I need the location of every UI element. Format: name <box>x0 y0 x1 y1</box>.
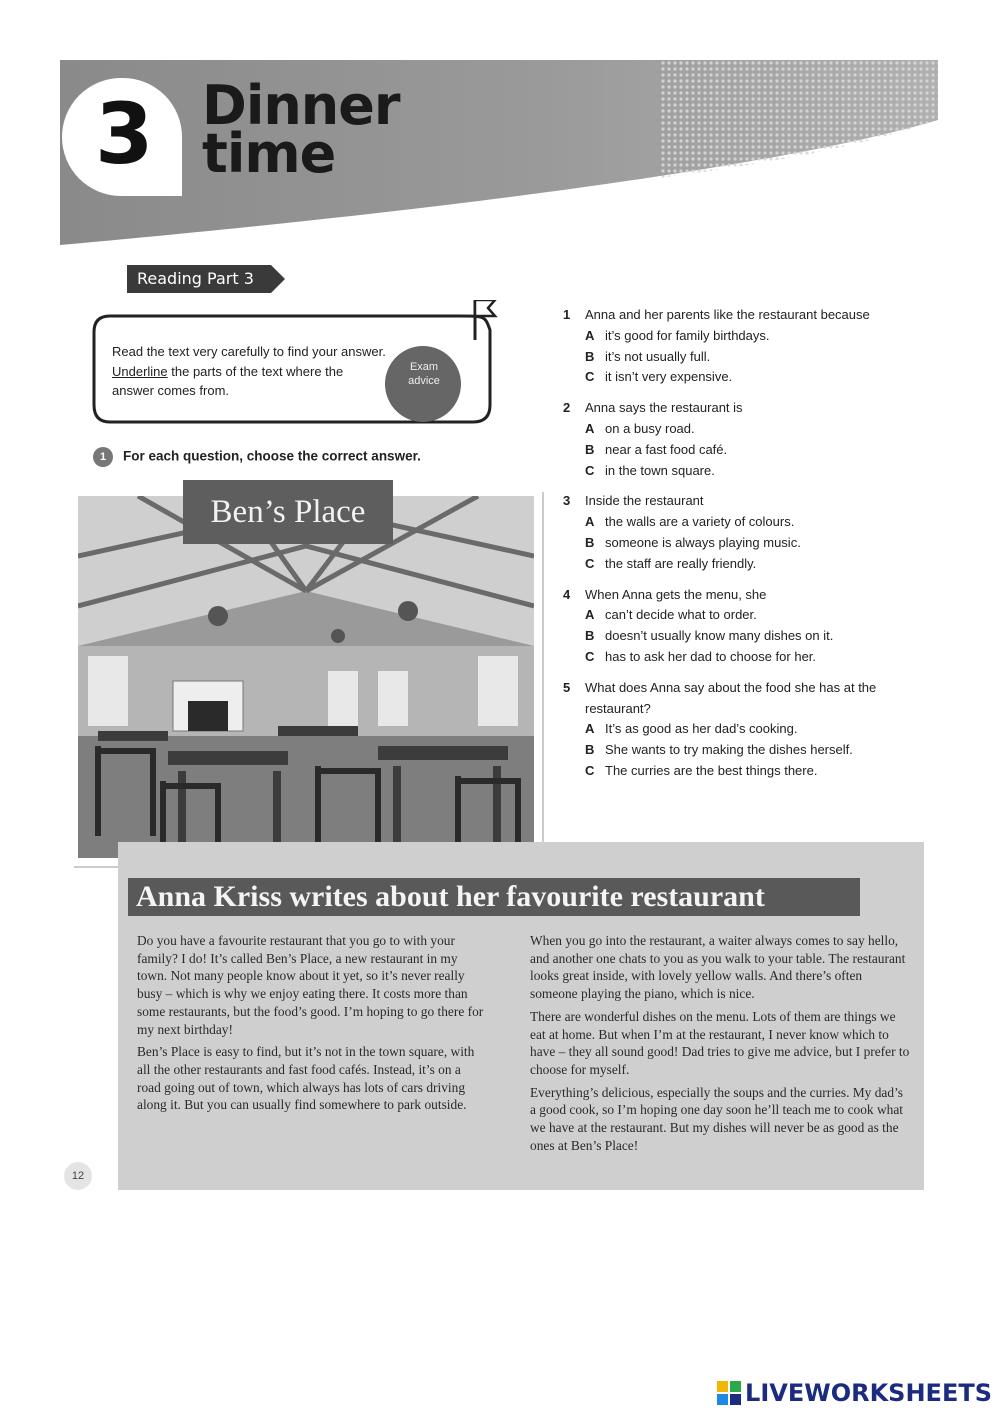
question-stem: What does Anna say about the food she has at the restaurant? <box>585 679 877 716</box>
answer-option[interactable]: A on a busy road. <box>585 420 695 436</box>
unit-title <box>202 74 400 185</box>
article-paragraph: When you go into the restaurant, a waiter always comes to say hello, and another one chats to you as you walk to your table. The restaurant looks great inside, with lovely yellow walls. And there’s often someone playing the piano, which is nice. <box>530 933 906 1002</box>
question-number: 1 <box>563 307 571 322</box>
answer-option[interactable]: C has to ask her dad to choose for her. <box>585 648 817 664</box>
answer-option[interactable]: B someone is always playing music. <box>585 534 801 550</box>
logo-mark-icon <box>717 1381 741 1405</box>
unit-number: 3 <box>95 85 154 183</box>
question <box>563 678 923 782</box>
logo-text: LIVEWORKSHEETS <box>745 1379 992 1407</box>
section-tag <box>127 265 285 293</box>
question <box>563 491 923 574</box>
article-paragraph: There are wonderful dishes on the menu. Lots of them are things we eat at home. But when I’m at the restaurant, I never know which to have – they all sound good! Dad tries to give me advice, but I prefer to choose for myself. <box>530 1008 910 1077</box>
exam-advice-badge: Exam advice <box>408 361 440 387</box>
question-stem: When Anna gets the menu, she <box>585 586 767 602</box>
answer-option[interactable]: C it isn’t very expensive. <box>585 369 733 385</box>
answer-option[interactable]: A can’t decide what to order. <box>585 607 757 623</box>
answer-option[interactable]: C The curries are the best things there. <box>585 762 818 778</box>
questions-list <box>563 305 923 792</box>
section-tag-label: Reading Part 3 <box>137 269 254 288</box>
instruction <box>93 447 421 467</box>
exam-advice-text: Read the text very carefully to find your answer. Underline the parts of the text where the answer comes from. <box>112 344 386 398</box>
question-stem: Inside the restaurant <box>585 493 704 509</box>
answer-option[interactable]: B it’s not usually full. <box>585 348 711 364</box>
question-number: 3 <box>563 493 571 509</box>
article-paragraph: Ben’s Place is easy to find, but it’s not in the town square, with all the other restaurants and fast food cafés. Instead, it’s on a road going out of town, which always has lots of cars driving along it. But you can usually find somewhere to park outside. <box>137 1044 475 1113</box>
exam-advice-box <box>90 300 510 430</box>
article-paragraph: Everything’s delicious, especially the soups and the curries. My dad’s a good cook, so I’m hoping one day soon he’ll teach me to cook what we have at the restaurant. But my dishes will never be as good as the ones at Ben’s Place! <box>530 1084 903 1153</box>
answer-option[interactable]: A It’s as good as her dad’s cooking. <box>585 721 798 737</box>
liveworksheets-logo[interactable] <box>717 1378 992 1408</box>
article-column-right <box>530 932 910 1159</box>
header-banner <box>60 60 938 245</box>
article-column-left <box>137 932 487 1119</box>
answer-option[interactable]: B near a fast food café. <box>585 441 728 457</box>
answer-option[interactable]: C in the town square. <box>585 462 715 478</box>
instruction-number: 1 <box>93 447 113 467</box>
restaurant-photo <box>78 496 534 858</box>
article-paragraph: Do you have a favourite restaurant that you go to with your family? I do! It’s called Ben’s Place, a new restaurant in my town. Not many people know about it yet, so it’s never really busy – which is why we enjoy eating there. It costs more than some restaurants, but the food’s good. I’m hoping to go there for my next birthday! <box>137 933 484 1037</box>
question <box>563 398 923 481</box>
photo-title: Ben’s Place <box>183 480 393 544</box>
instruction-text: For each question, choose the correct answer. <box>123 448 421 464</box>
underline-word: Underline <box>112 363 168 379</box>
unit-title-line2: time <box>202 122 336 185</box>
page-number: 12 <box>64 1162 92 1190</box>
question-number: 4 <box>563 586 571 602</box>
answer-option[interactable]: B She wants to try making the dishes herself. <box>585 742 853 758</box>
question-stem: Anna says the restaurant is <box>585 400 743 416</box>
question-number: 2 <box>563 400 571 416</box>
answer-option[interactable]: B doesn’t usually know many dishes on it. <box>585 628 834 644</box>
unit-title-line1: Dinner <box>202 74 400 137</box>
answer-option[interactable]: A the walls are a variety of colours. <box>585 514 795 530</box>
question <box>563 305 923 388</box>
question-number: 5 <box>563 679 571 695</box>
answer-option[interactable]: C the staff are really friendly. <box>585 555 757 571</box>
question-stem: Anna and her parents like the restaurant because <box>585 307 870 322</box>
question <box>563 585 923 668</box>
answer-option[interactable]: A it’s good for family birthdays. <box>585 327 770 343</box>
article-title: Anna Kriss writes about her favourite restaurant <box>128 878 860 916</box>
